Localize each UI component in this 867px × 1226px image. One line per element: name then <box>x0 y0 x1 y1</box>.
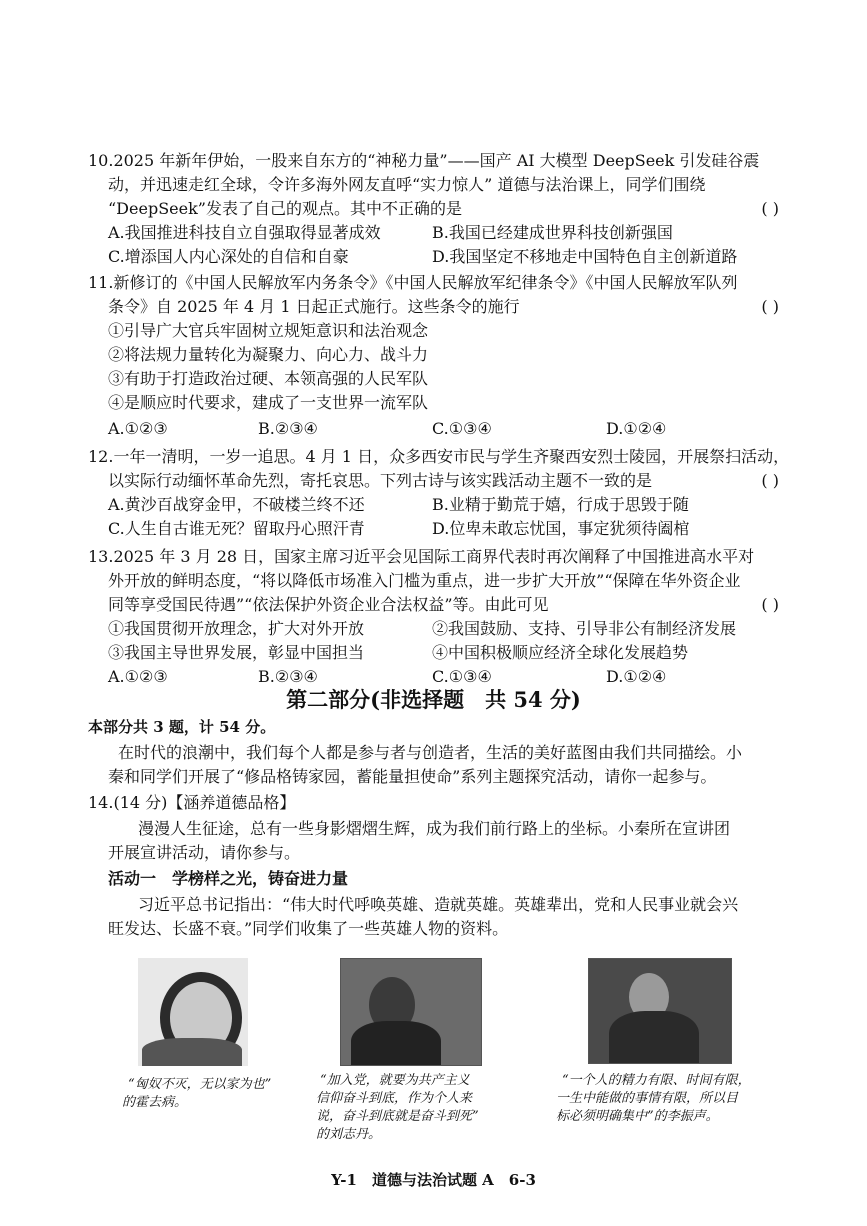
q10-option-a: A.我国推进科技自立自强取得显著成效 <box>108 223 381 242</box>
q11-item-4: ④是顺应时代要求，建成了一支世界一流军队 <box>108 393 429 412</box>
q10-line-1: 10.2025 年新年伊始，一股来自东方的“神秘力量”——国产 AI 大模型 DeepSeek 引发硅谷震 <box>88 151 760 170</box>
part2-intro-1: 在时代的浪潮中，我们每个人都是参与者与创造者，生活的美好蓝图由我们共同描绘。小 <box>118 743 743 762</box>
caption-right-3: 标必须明确集中”的李振声。 <box>556 1109 719 1124</box>
q11-option-a: A.①②③ <box>108 419 168 438</box>
photo-huo-qubing <box>138 958 248 1066</box>
caption-middle-4: 的刘志丹。 <box>316 1127 382 1142</box>
q10-option-b: B.我国已经建成世界科技创新强国 <box>432 223 673 242</box>
caption-middle-1: “加入党，就要为共产主义 <box>320 1073 470 1088</box>
q13-item-4: ④中国积极顺应经济全球化发展趋势 <box>432 643 689 662</box>
q13-item-3: ③我国主导世界发展，彰显中国担当 <box>108 643 365 662</box>
q14-activity-title: 活动一 学榜样之光，铸奋进力量 <box>108 869 349 888</box>
caption-right-2: 一生中能做的事情有限，所以目 <box>556 1091 739 1106</box>
q11-option-d: D.①②④ <box>606 419 667 438</box>
part2-title: 第二部分(非选择题 共 54 分) <box>286 687 581 712</box>
q11-option-b: B.②③④ <box>258 419 318 438</box>
caption-middle-2: 信仰奋斗到底，作为个人来 <box>316 1091 473 1106</box>
q13-answer-paren: ( ) <box>761 595 779 614</box>
q10-option-c: C.增添国人内心深处的自信和自豪 <box>108 247 349 266</box>
part2-note: 本部分共 3 题，计 54 分。 <box>88 718 276 736</box>
q13-option-d: D.①②④ <box>606 667 667 686</box>
q14-intro-1: 漫漫人生征途，总有一些身影熠熠生辉，成为我们前行路上的坐标。小秦所在宣讲团 <box>138 819 731 838</box>
q10-line-3: “DeepSeek”发表了自己的观点。其中不正确的是 <box>108 199 462 218</box>
page-footer: Y-1 道德与法治试题 A 6-3 <box>331 1171 536 1189</box>
q12-option-a: A.黄沙百战穿金甲，不破楼兰终不还 <box>108 495 365 514</box>
q11-item-1: ①引导广大官兵牢固树立规矩意识和法治观念 <box>108 321 429 340</box>
caption-middle-3: 说，奋斗到底就是奋斗到死” <box>316 1109 479 1124</box>
q12-line-2: 以实际行动缅怀革命先烈，寄托哀思。下列古诗与该实践活动主题不一致的是 <box>108 471 653 490</box>
photo-li-zhensheng <box>588 958 732 1064</box>
q14-intro-2: 开展宣讲活动，请你参与。 <box>108 843 301 862</box>
q11-option-c: C.①③④ <box>432 419 492 438</box>
q11-answer-paren: ( ) <box>761 297 779 316</box>
q13-option-c: C.①③④ <box>432 667 492 686</box>
q13-line-2: 外开放的鲜明态度，“将以降低市场准入门槛为重点，进一步扩大开放”“保障在华外资企业 <box>108 571 741 590</box>
q14-quote-2: 旺发达、长盛不衰。”同学们收集了一些英雄人物的资料。 <box>108 919 509 938</box>
caption-left-1: “匈奴不灭，无以家为也” <box>128 1077 272 1092</box>
q13-item-1: ①我国贯彻开放理念，扩大对外开放 <box>108 619 365 638</box>
q10-option-d: D.我国坚定不移地走中国特色自主创新道路 <box>432 247 738 266</box>
q13-line-3: 同等享受国民待遇”“依法保护外资企业合法权益”等。由此可见 <box>108 595 549 614</box>
q11-item-2: ②将法规力量转化为凝聚力、向心力、战斗力 <box>108 345 429 364</box>
q12-answer-paren: ( ) <box>761 471 779 490</box>
q13-line-1: 13.2025 年 3 月 28 日，国家主席习近平会见国际工商界代表时再次阐释了中国推进高水平对 <box>88 547 755 566</box>
q12-line-1: 12.一年一清明，一岁一追思。4 月 1 日，众多西安市民与学生齐聚西安烈士陵园，开展祭扫活动， <box>88 447 790 466</box>
q13-option-a: A.①②③ <box>108 667 168 686</box>
q12-option-b: B.业精于勤荒于嬉，行成于思毁于随 <box>432 495 689 514</box>
q14-quote-1: 习近平总书记指出：“伟大时代呼唤英雄、造就英雄。英雄辈出，党和人民事业就会兴 <box>138 895 739 914</box>
q11-item-3: ③有助于打造政治过硬、本领高强的人民军队 <box>108 369 429 388</box>
q10-answer-paren: ( ) <box>761 199 779 218</box>
q11-line-2: 条令》自 2025 年 4 月 1 日起正式施行。这些条令的施行 <box>108 297 520 316</box>
caption-left-2: 的霍去病。 <box>122 1095 188 1110</box>
q13-item-2: ②我国鼓励、支持、引导非公有制经济发展 <box>432 619 737 638</box>
caption-right-1: “一个人的精力有限、时间有限， <box>562 1073 751 1088</box>
q10-line-2: 动，并迅速走红全球，令许多海外网友直呼“实力惊人” 道德与法治课上，同学们围绕 <box>108 175 706 194</box>
photo-liu-zhidan <box>340 958 482 1066</box>
q14-heading: 14.(14 分)【涵养道德品格】 <box>88 793 296 812</box>
q12-option-c: C.人生自古谁无死？留取丹心照汗青 <box>108 519 365 538</box>
q12-option-d: D.位卑未敢忘忧国，事定犹须待阖棺 <box>432 519 690 538</box>
q13-option-b: B.②③④ <box>258 667 318 686</box>
part2-intro-2: 秦和同学们开展了“修品格铸家园，蓄能量担使命”系列主题探究活动，请你一起参与。 <box>108 767 717 786</box>
q11-line-1: 11.新修订的《中国人民解放军内务条令》《中国人民解放军纪律条令》《中国人民解放军队列 <box>88 273 738 292</box>
